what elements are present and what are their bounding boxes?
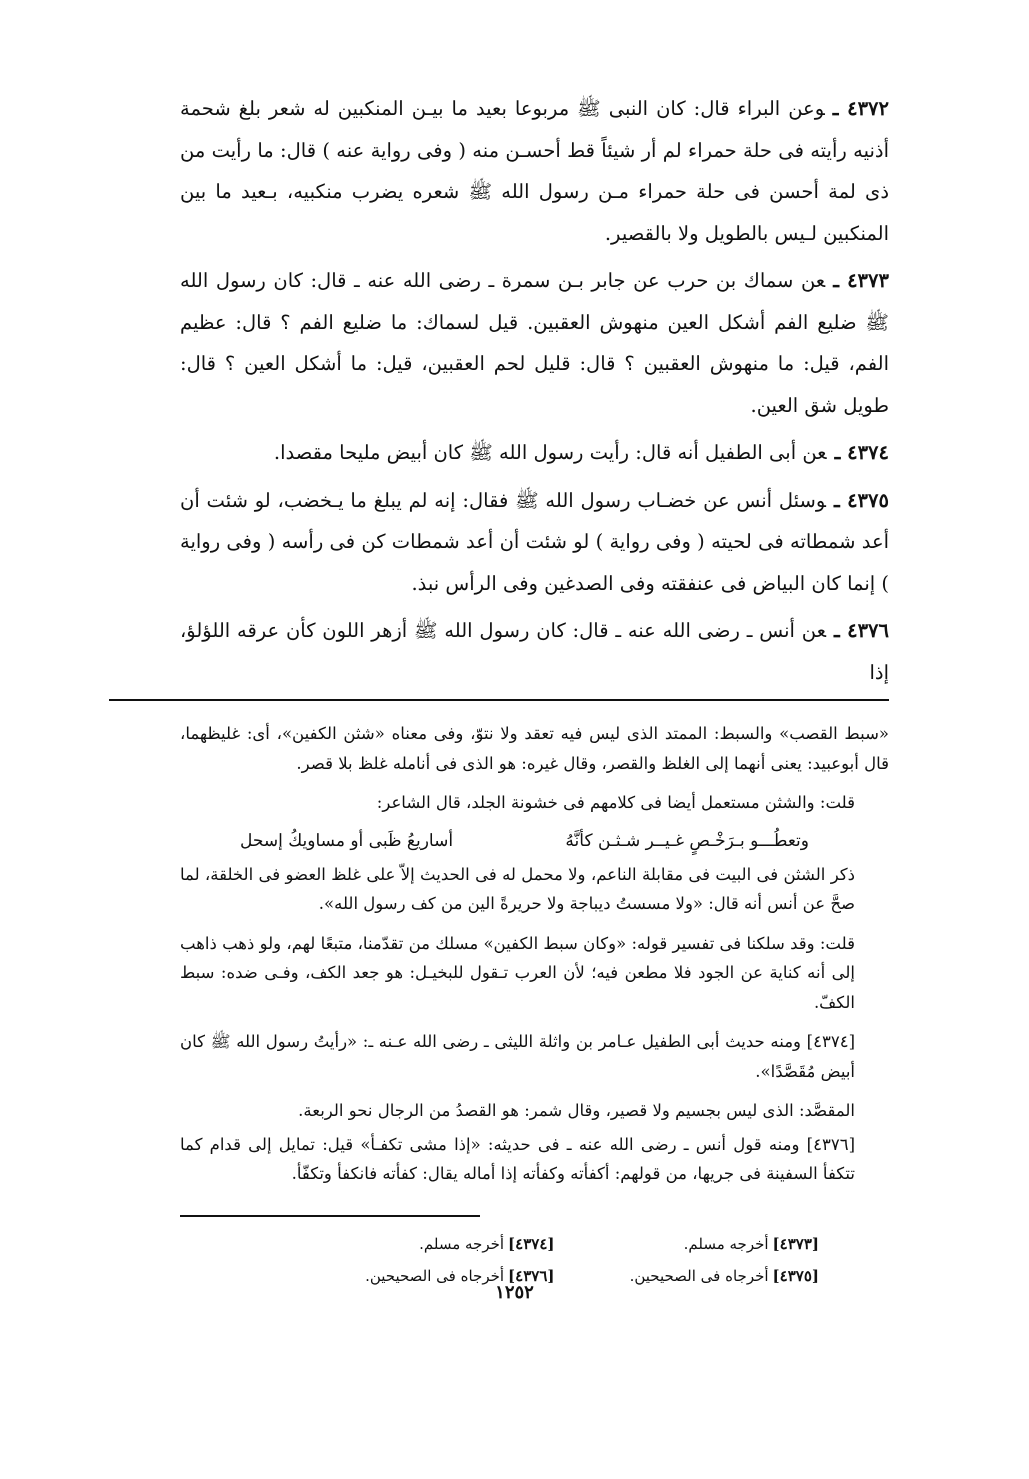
hadith-text: عن أنس ـ رضى الله عنه ـ قال: كان رسول الله ﷺ أزهر اللون كأن عرقه اللؤلؤ، إذا [180, 619, 889, 684]
poem-verse [180, 822, 889, 860]
footnote-text: أخرجاه فى الصحيحين. [365, 1266, 505, 1285]
footnote-text: أخرجاه فى الصحيحين. [629, 1266, 769, 1285]
hadith-4372 [180, 88, 889, 254]
section-divider [109, 699, 889, 701]
commentary-paragraph: «سبط القصب» والسبط: الممتد الذى ليس فيه تعقد ولا نتوّ، وفى معناه «شثن الكفين»، أى: غليظهما، قال أبوعبيد: يعنى أنهما إلى الغلظ والقصر، وقال غيره: هو الذى فى أنامله غلظ بلا قصر. [180, 724, 889, 773]
hadith-text: وعن البراء قال: كان النبى ﷺ مربوعا بعيد ما بيـن المنكبين له شعر بلغ شحمة أذنيه رأيته فى حلة حمراء لم أر شيئاً قط أحسـن منه ( وفى رواية عنه ) قال: ما رأيت من ذى لمة أحسن فى حلة حمراء مـن رسول الله ﷺ شعره يضرب منكبيه، بـعيد ما بين المنكبين لـيس بالطويل ولا بالقصير. [180, 97, 889, 245]
commentary-paragraph: [٤٣٧٤] ومنه حديث أبى الطفيل عـامر بن واثلة الليثى ـ رضى الله عـنه ـ: «رأيتُ رسول الله ﷺ كان أبيض مُقَصَّدًا». [180, 1032, 855, 1081]
hadith-text: عن أبى الطفيل أنه قال: رأيت رسول الله ﷺ كان أبيض مليحا مقصدا. [273, 441, 827, 464]
hadith-number: ٤٣٧٦ ـ [833, 619, 889, 642]
hadith-text: عن سماك بن حرب عن جابر بـن سمرة ـ رضى الله عنه ـ قال: كان رسول الله ﷺ ضليع الفم أشكل العين منهوش العقبين. قيل لسماك: ما ضليع الفم ؟ قال: عظيم الفم، قيل: ما منهوش العقبين ؟ قال: قليل لحم العقبين، قيل: ما أشكل العين ؟ قال: طويل شق العين. [180, 269, 889, 417]
hadith-number: ٤٣٧٥ ـ [833, 488, 889, 512]
footnote [615, 1229, 820, 1259]
page-number: ١٢٥٢ [495, 1282, 534, 1303]
hadith-4376 [180, 610, 889, 693]
commentary-paragraph: [٤٣٧٦] ومنه قول أنس ـ رضى الله عنه ـ فى حديثه: «إذا مشى تكفـأ» قيل: تمايل إلى قدام كما تتكفأ السفينة فى جريها، من قولهم: أكفأته وكفأته إذا أماله يقال: كفأته فانكفأ وتكفّأ. [180, 1134, 855, 1183]
footnote-number: [٤٣٧٦] [508, 1266, 555, 1285]
hadith-text: وسئل أنس عن خضـاب رسول الله ﷺ فقال: إنه لم يبلغ ما يـخضب، لو شئت أن أعد شمطاته فى لحيته ( وفى رواية ) لو شئت أن أعد شمطات كن فى رأسه ( وفى رواية ) إنما كان البياض فى عنفقته وفى الصدغين وفى الرأس نبذ. [180, 488, 889, 595]
hadith-4375 [180, 480, 889, 605]
footnote-text: أخرجه مسلم. [683, 1234, 769, 1253]
hadith-number: ٤٣٧٤ ـ [834, 441, 889, 464]
commentary-paragraph: قلت: والشثن مستعمل أيضا فى كلامهم فى خشونة الجلد، قال الشاعر: [376, 793, 855, 812]
footnote-number: [٤٣٧٣] [772, 1234, 819, 1253]
hadith-number: ٤٣٧٣ ـ [833, 269, 889, 292]
footnote-text: أخرجه مسلم. [419, 1234, 505, 1253]
footnote-number: [٤٣٧٥] [772, 1266, 819, 1285]
verse-first-hemistich: وتعطُـــو بـرَخْـصٍ غـيــر شـثـن كأنَّهُ [565, 830, 809, 851]
commentary-paragraph: قلت: وقد سلكنا فى تفسير قوله: «وكان سبط الكفين» مسلك من تقدّمنا، متبعًا لهم، ولو ذهب ذاهب إلى أنه كناية عن الجود فلا مطعن فيه؛ لأن العرب تـقول للبخيـل: هو جعد الكف، وفـى ضده: سبط الكفّ. [180, 933, 855, 1012]
footnote-number: [٤٣٧٤] [508, 1234, 555, 1253]
commentary-paragraph: ذكر الشثن فى البيت فى مقابلة الناعم، ولا محمل له فى الحديث إلاّ على غلظ العضو فى الخلقة، لما صحَّ عن أنس أنه قال: «ولا مسستُ ديباجة ولا حريرةً الين من كف رسول الله». [180, 864, 855, 913]
footnote [350, 1229, 555, 1259]
hadith-4373 [180, 260, 889, 426]
commentary-paragraph: المقصَّد: الذى ليس بجسيم ولا قصير، وقال شمر: هو القصدُ من الرجال نحو الربعة. [298, 1101, 855, 1120]
verse-second-hemistich: أساريعُ ظَبى أو مساويكُ إسحل [240, 830, 454, 851]
hadith-4374 [180, 432, 889, 474]
hadith-number: ٤٣٧٢ ـ [832, 97, 889, 120]
footnote-divider [180, 1215, 480, 1217]
